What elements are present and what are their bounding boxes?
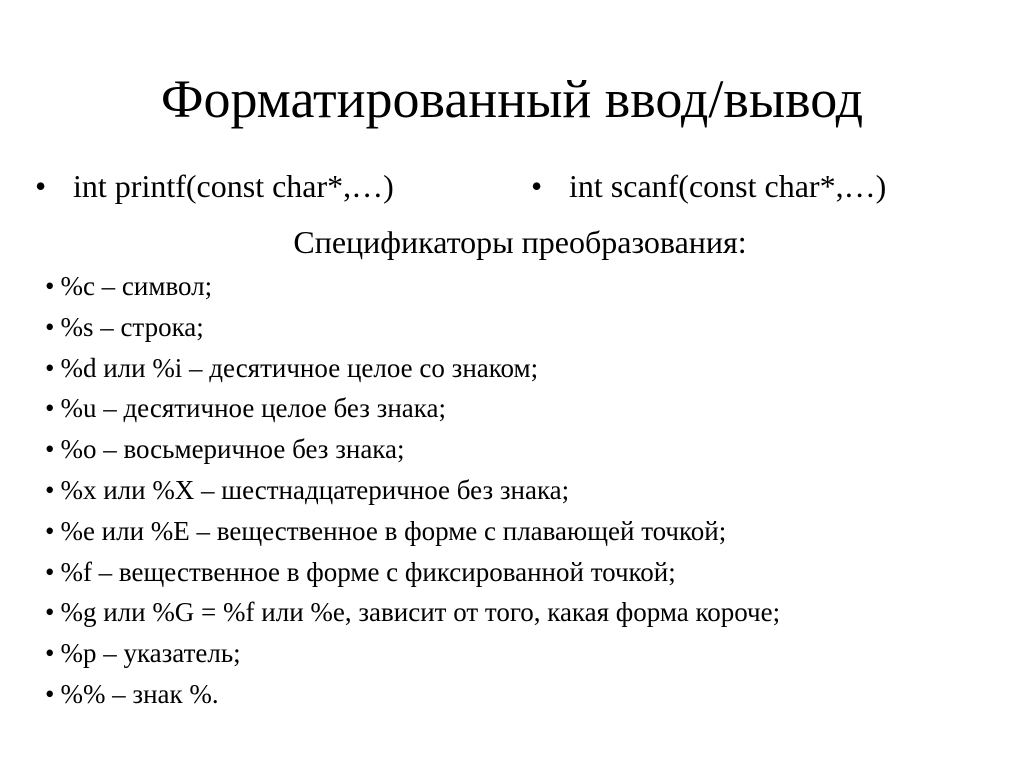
specifier-item: [45, 674, 780, 715]
specifier-text: %c – символ;: [60, 271, 213, 301]
bullet-icon: •: [45, 597, 55, 628]
bullet-icon: •: [531, 168, 543, 204]
specifier-item: [45, 307, 780, 348]
printf-signature: [35, 166, 394, 206]
bullet-icon: •: [45, 311, 55, 342]
specifier-item: [45, 388, 780, 429]
bullet-icon: •: [45, 393, 55, 424]
specifier-item: [45, 633, 780, 674]
specifiers-heading: Спецификаторы преобразования:: [293, 224, 747, 260]
specifier-item: [45, 470, 780, 511]
printf-signature-text: int printf(const char*,…): [73, 168, 394, 204]
bullet-icon: •: [45, 556, 55, 587]
bullet-icon: •: [45, 352, 55, 383]
specifier-text: %e или %E – вещественное в форме с плавающей точкой;: [60, 515, 727, 546]
function-signatures: [0, 166, 1024, 210]
specifier-text: %u – десятичное целое без знака;: [60, 393, 446, 424]
specifier-text: %d или %i – десятичное целое со знаком;: [60, 352, 539, 383]
bullet-icon: •: [35, 168, 47, 204]
specifier-item: [45, 429, 780, 470]
bullet-icon: •: [45, 638, 55, 669]
scanf-signature: [531, 166, 886, 206]
specifier-text: %p – указатель;: [60, 638, 241, 669]
bullet-icon: •: [45, 515, 55, 546]
bullet-icon: •: [45, 678, 55, 709]
specifier-item: [45, 266, 780, 307]
specifier-text: %o – восьмеричное без знака;: [60, 434, 405, 465]
specifier-text: %g или %G = %f или %e, зависит от того, какая форма короче;: [60, 597, 781, 628]
specifier-item: [45, 592, 780, 633]
bullet-icon: •: [45, 434, 55, 465]
bullet-icon: •: [45, 271, 55, 301]
bullet-icon: •: [45, 474, 55, 505]
specifier-text: %f – вещественное в форме с фиксированной точкой;: [60, 556, 676, 587]
scanf-signature-text: int scanf(const char*,…): [569, 168, 887, 204]
specifier-item: [45, 511, 780, 552]
specifier-item: [45, 552, 780, 593]
specifier-item: [45, 348, 780, 389]
specifier-text: %x или %X – шестнадцатеричное без знака;: [60, 474, 570, 505]
slide-title: Форматированный ввод/вывод: [160, 69, 864, 129]
specifier-text: %s – строка;: [60, 311, 204, 342]
specifier-list: [45, 266, 780, 715]
specifier-text: %% – знак %.: [60, 678, 219, 709]
